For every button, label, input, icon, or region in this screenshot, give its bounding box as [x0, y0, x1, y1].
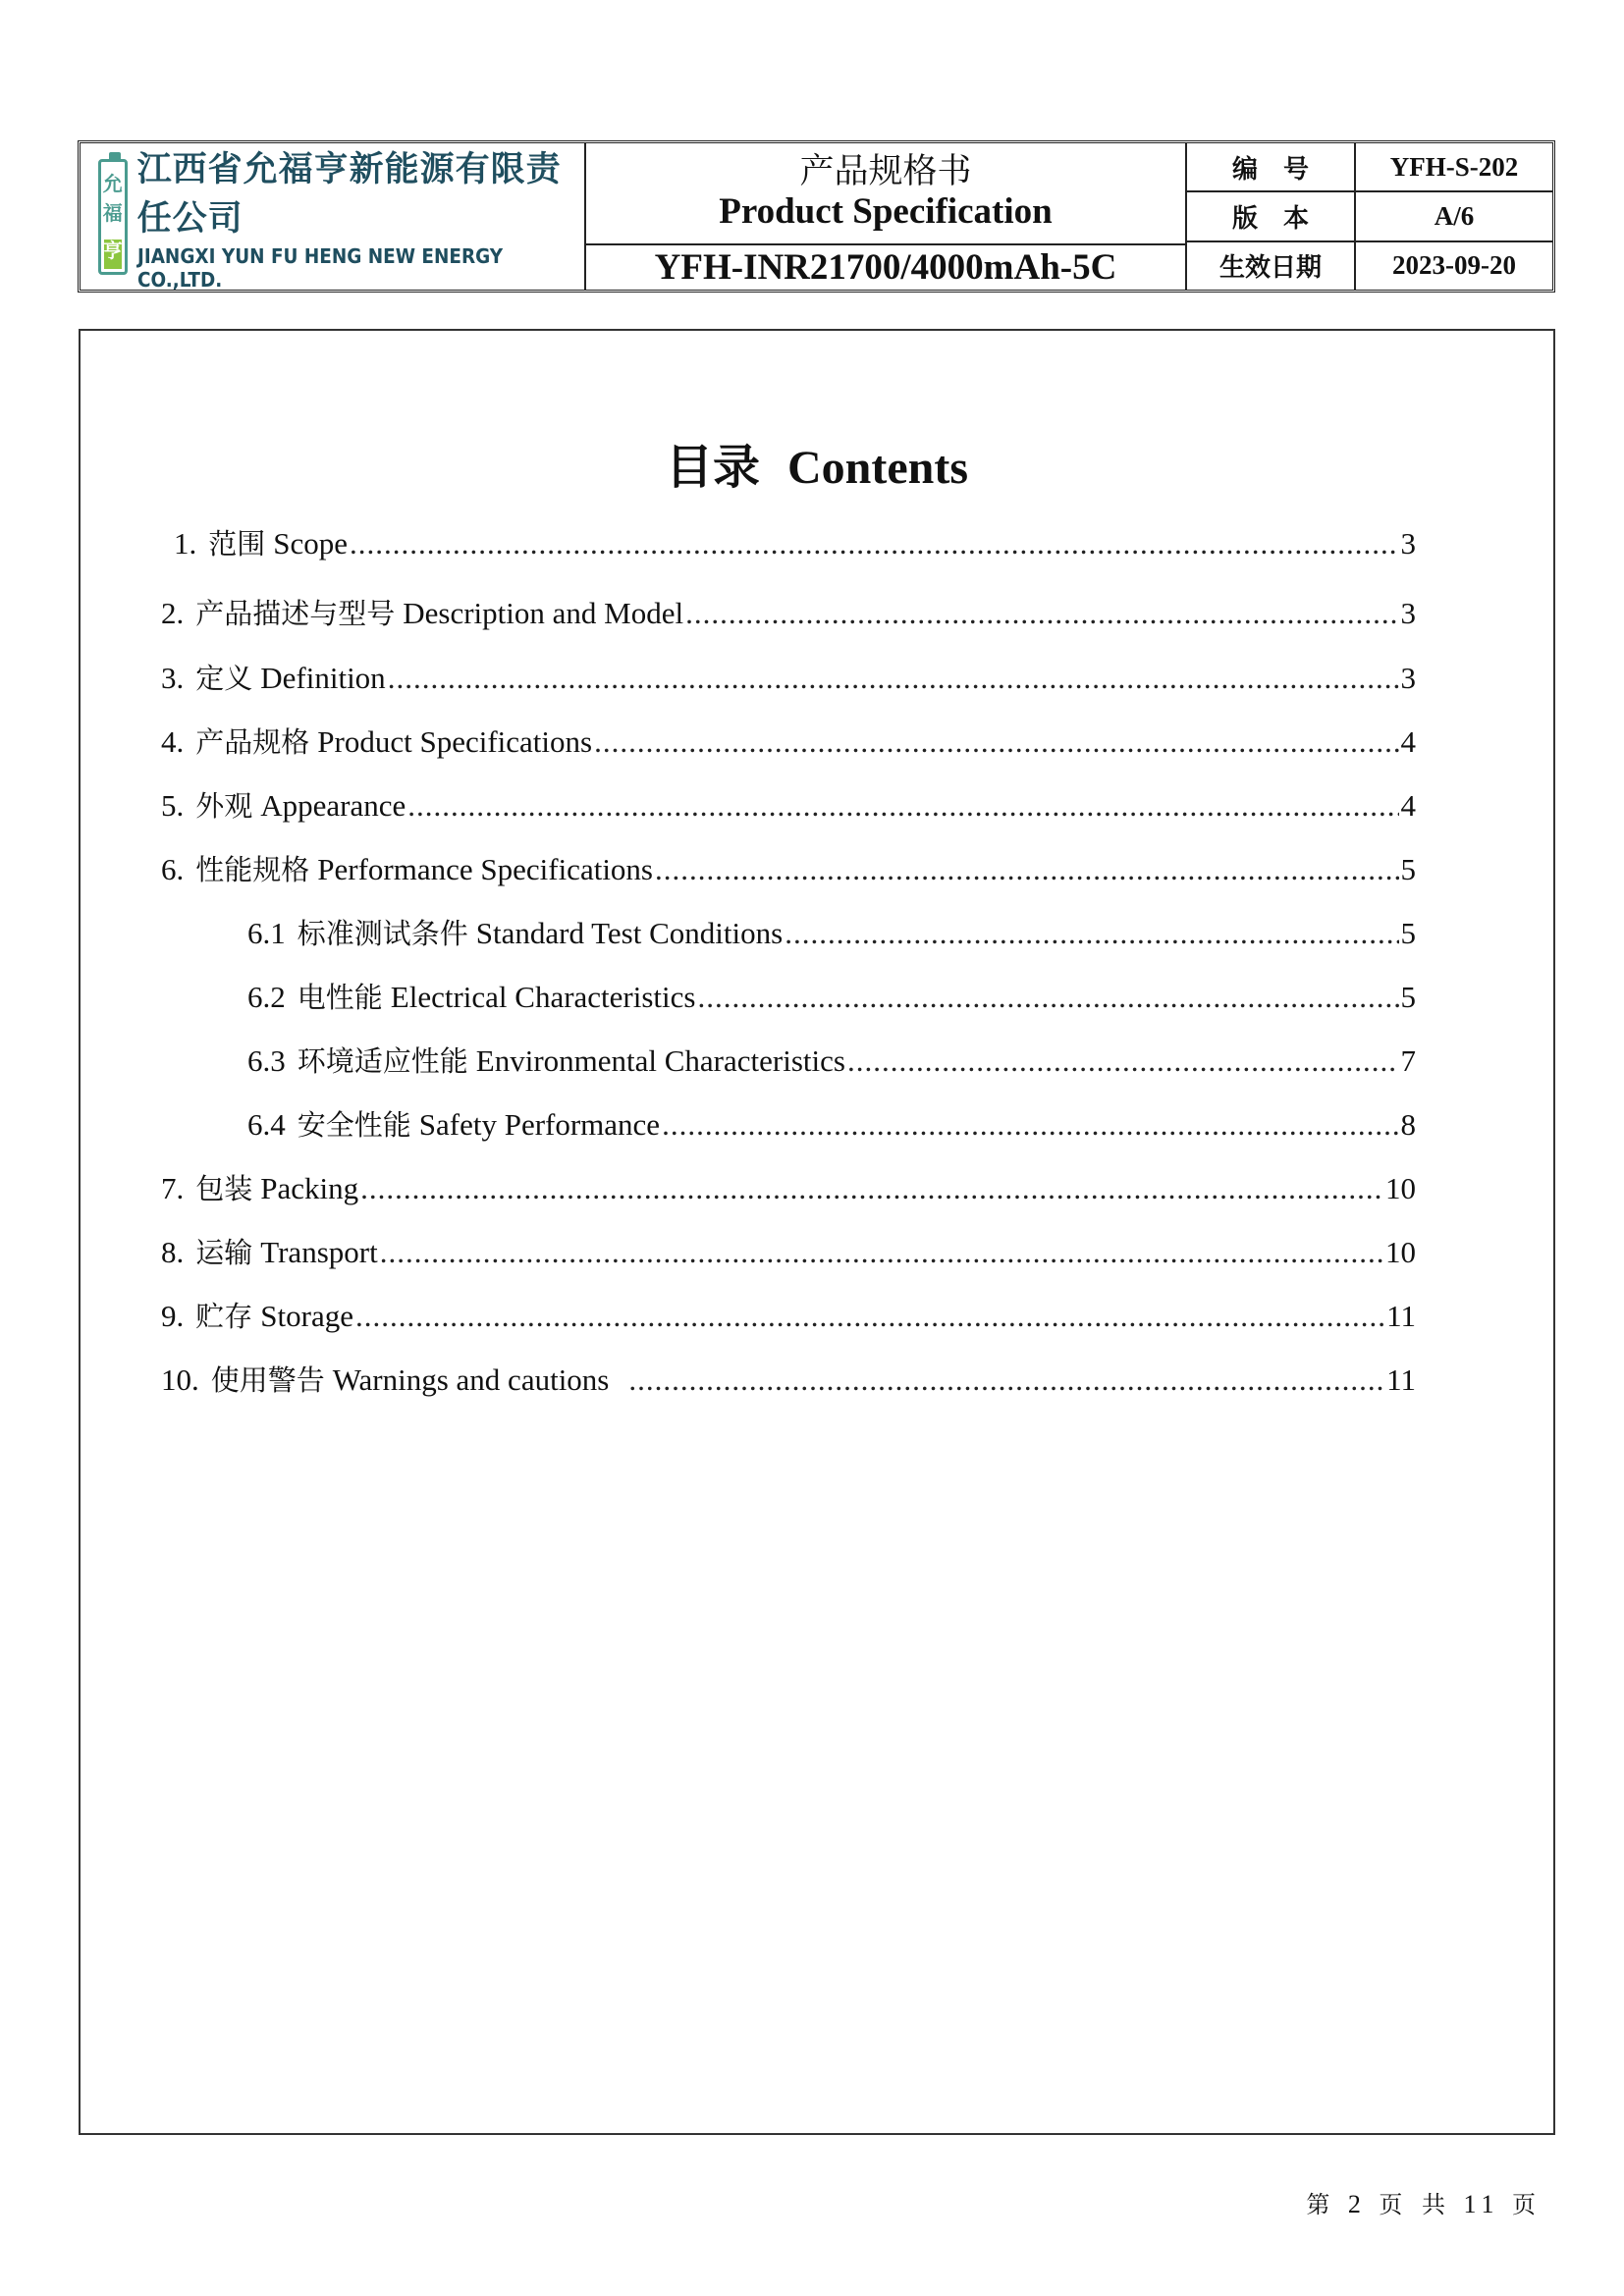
toc-entry-standard-test-conditions[interactable]: 6.1 标准测试条件 Standard Test Conditions ..... 5 — [247, 912, 1416, 952]
title-block — [586, 143, 1187, 290]
toc-entry-environmental-characteristics[interactable]: 6.3 环境适应性能 Environmental Characteristics ..... 7 — [247, 1040, 1416, 1080]
meta-label: 编 号 — [1187, 143, 1356, 190]
doc-meta-table — [1187, 143, 1552, 290]
toc-entry-description-model[interactable]: 2. 产品描述与型号 Description and Model ..... 3 — [161, 592, 1416, 632]
toc-entry-packing[interactable]: 7. 包装 Packing ..... 10 — [161, 1167, 1416, 1207]
toc-entry-product-specifications[interactable]: 4. 产品规格 Product Specifications ..... 4 — [161, 721, 1416, 761]
toc-entry-safety-performance[interactable]: 6.4 安全性能 Safety Performance ..... 8 — [247, 1103, 1416, 1144]
battery-logo-icon: 允 福 亨 — [98, 159, 128, 275]
toc-entry-transport[interactable]: 8. 运输 Transport ..... 10 — [161, 1231, 1416, 1271]
toc-entry-appearance[interactable]: 5. 外观 Appearance ..... 4 — [161, 784, 1416, 825]
meta-label: 版 本 — [1187, 192, 1356, 240]
meta-value: A/6 — [1434, 200, 1475, 231]
toc-entry-warnings[interactable]: 10. 使用警告 Warnings and cautions ..... 11 — [161, 1359, 1416, 1399]
company-name-cn: 江西省允福亨新能源有限责任公司 — [136, 149, 562, 239]
toc-entry-electrical-characteristics[interactable]: 6.2 电性能 Electrical Characteristics ..... 5 — [247, 976, 1416, 1016]
company-name-en: JIANGXI YUN FU HENG NEW ENERGY CO.,LTD. — [136, 243, 503, 292]
meta-row-effective-date — [1187, 242, 1552, 290]
meta-row-number — [1187, 143, 1552, 192]
product-model: YFH-INR21700/4000mAh-5C — [654, 247, 1117, 288]
toc-title: 目录 Contents — [665, 440, 969, 495]
doc-title-en: Product Specification — [719, 190, 1053, 232]
meta-row-version — [1187, 192, 1552, 241]
company-logo-block — [81, 143, 586, 290]
document-header — [78, 140, 1555, 293]
meta-label: 生效日期 — [1187, 242, 1356, 290]
total-pages: 11 — [1463, 2190, 1500, 2218]
meta-value: YFH-S-202 — [1389, 151, 1519, 182]
contents-frame — [79, 329, 1555, 2135]
current-page-number: 2 — [1347, 2190, 1367, 2218]
toc-entry-storage[interactable]: 9. 贮存 Storage ..... 11 — [161, 1295, 1416, 1335]
toc-entry-performance-specifications[interactable]: 6. 性能规格 Performance Specifications ..... 5 — [161, 848, 1416, 888]
toc-entry-scope[interactable]: 1. 范围 Scope ..... 3 — [174, 522, 1416, 562]
page-footer: 第 2 页 共 11 页 — [1306, 2190, 1542, 2218]
doc-title-cn: 产品规格书 — [799, 152, 972, 192]
toc-entry-definition[interactable]: 3. 定义 Definition ..... 3 — [161, 657, 1416, 697]
meta-value: 2023-09-20 — [1392, 250, 1516, 281]
